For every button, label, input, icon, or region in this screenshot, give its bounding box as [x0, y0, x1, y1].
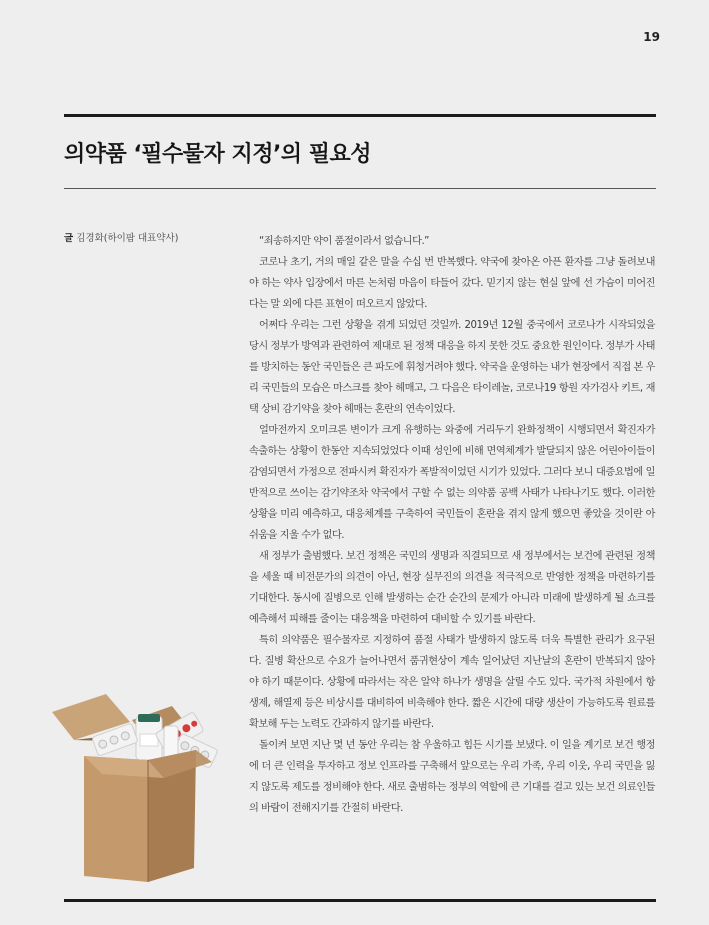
bottom-rule	[64, 899, 656, 902]
top-rule	[64, 114, 656, 117]
paragraph: “죄송하지만 약이 품절이라서 없습니다.”	[259, 236, 429, 247]
paragraph: 어쩌다 우리는 그런 상황을 겪게 되었던 것일까. 2019년 12월 중국에서 코로나가 시작되었을 당시 정부가 방역과 관련하여 제대로 된 정책 대응을 하지 못한 것도 중요한 원인이다. 정부가 사태를 방치하는 동안 국민들은 큰 파도에 휘청거려야 했다. 약국을 운영하는 내가 현장에서 직접 본 우리 국민들의 모습은 마스크를 찾아 헤매고, 그 다음은 타이레놀, 코로나19 항원 자가검사 키트, 재택 상비 감기약을 찾아 헤매는 혼란의 연속이었다.	[249, 320, 655, 415]
title-divider	[64, 188, 656, 189]
paragraph: 얼마전까지 오미크론 변이가 크게 유행하는 와중에 거리두기 완화정책이 시행되면서 확진자가 속출하는 상황이 한동안 지속되었었다 이때 성인에 비해 면역체계가 발달되지 않은 어린아이들이 감염되면서 가정으로 전파시켜 확진자가 폭발적이었던 시기가 있었다. 그러다 보니 대증요법에 일반적으로 쓰이는 감기약조차 약국에서 구할 수 없는 의약품 공백 사태가 나타나기도 했다. 이러한 상황을 미리 예측하고, 대응체계를 구축하여 국민들이 혼란을 겪지 않게 했으면 좋았을 것이란 아쉬움을 지울 수가 없다.	[249, 425, 655, 541]
article-title: 의약품 ‘필수물자 지정’의 필요성	[64, 142, 371, 167]
page-number: 19	[643, 30, 660, 44]
byline	[64, 233, 178, 244]
medicine-box-illustration	[44, 690, 244, 890]
paragraph: 특히 의약품은 필수물자로 지정하여 품절 사태가 발생하지 않도록 더욱 특별한 관리가 요구된다. 질병 확산으로 수요가 늘어나면서 품귀현상이 계속 일어났던 지난날의 혼란이 반복되지 않아야 하기 때문이다. 상황에 따라서는 작은 알약 하나가 생명을 살릴 수도 있다. 국가적 차원에서 항생제, 해열제 등은 비상시를 대비하여 비축해야 한다. 짧은 시간에 대량 생산이 가능하도록 원료를 확보해 두는 노력도 간과하지 않기를 바란다.	[249, 635, 655, 730]
paragraph: 코로나 초기, 거의 매일 같은 말을 수십 번 반복했다. 약국에 찾아온 아픈 환자를 그냥 돌려보내야 하는 약사 입장에서 마른 논처럼 마음이 타들어 갔다. 믿기지 않는 현실 앞에 선 가슴이 미어진다는 말 외에 다른 표현이 떠오르지 않았다.	[249, 257, 655, 310]
byline-author: 김경화(하이팜 대표약사)	[76, 233, 179, 244]
article-body	[249, 231, 655, 819]
paragraph: 새 정부가 출범했다. 보건 정책은 국민의 생명과 직결되므로 새 정부에서는 보건에 관련된 정책을 세울 때 비전문가의 의견이 아닌, 현장 실무진의 의견을 적극적으로 반영한 정책을 마련하기를 기대한다. 동시에 질병으로 인해 발생하는 순간 순간의 문제가 아니라 미래에 발생하게 될 쇼크를 예측해서 피해를 줄이는 대응책을 마련하여 대비할 수 있기를 바란다.	[249, 551, 655, 625]
byline-prefix: 글	[64, 233, 74, 244]
paragraph: 돌이켜 보면 지난 몇 년 동안 우리는 참 우울하고 힘든 시기를 보냈다. 이 일을 계기로 보건 행정에 더 큰 인력을 투자하고 정보 인프라를 구축해서 앞으로는 우리 가족, 우리 이웃, 우리 국민을 잃지 않도록 제도를 정비해야 한다. 새로 출범하는 정부의 역할에 큰 기대를 걸고 있는 보건 의료인들의 바람이 전해지기를 간절히 바란다.	[249, 740, 655, 814]
medicine-box-icon	[44, 690, 244, 886]
